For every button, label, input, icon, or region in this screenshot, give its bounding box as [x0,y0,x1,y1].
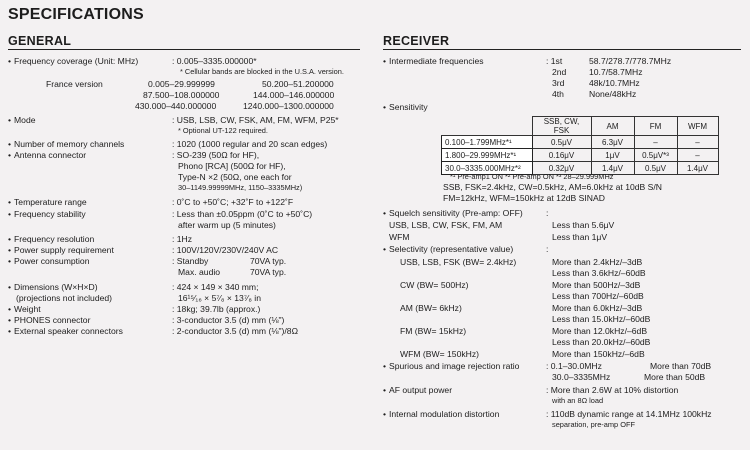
if-4th-value: None/48kHz [589,89,637,99]
france-row-2-a: 87.500–108.000000 [143,90,220,100]
sel-usb-line-1: More than 2.4kHz/–3dB [552,257,643,267]
power-req-label: • Power supply requirement [8,245,114,256]
sens-cell: 0.5μV [532,136,591,149]
sel-fm-line-1: More than 12.0kHz/–6dB [552,326,648,336]
weight-label: • Weight [8,304,41,315]
power-req-value: : 100V/120V/230V/240V AC [172,245,279,255]
temp-value: : 0˚C to +50˚C; +32˚F to +122˚F [172,197,294,207]
if-3rd-value: 48k/10.7MHz [589,78,640,88]
power-cons-max: Max. audio [178,267,221,277]
sens-cell: 6.3μV [591,136,634,149]
sens-note-3: FM=12kHz, WFM=150kHz at 12dB SINAD [443,193,605,203]
sel-cw-line-2: Less than 700Hz/–60dB [552,291,644,301]
general-rule [8,49,360,50]
squelch-value-1: Less than 5.6μV [552,220,615,230]
sens-cell: – [677,136,718,149]
receiver-heading: RECEIVER [383,34,450,48]
if-4th-label: 4th [552,89,564,99]
imd-line-1: : 110dB dynamic range at 14.1MHz 100kHz [546,409,712,419]
spurious-label: • Spurious and image rejection ratio [383,361,519,372]
if-3rd-label: 3rd [552,78,565,88]
freq-note: * Cellular bands are blocked in the U.S.A. version. [180,67,344,76]
france-row-2-b: 144.000–146.000000 [253,90,335,100]
resolution-label: • Frequency resolution [8,234,94,245]
power-cons-standby: : Standby [172,256,209,266]
dimensions-line-2: 16¹⁵⁄₁₆ × 5⁷⁄₈ × 13⁷⁄₈ in [178,293,262,303]
freq-label: • Frequency coverage (Unit: MHz) [8,56,138,67]
if-label: • Intermediate frequencies [383,56,484,67]
temp-label: • Temperature range [8,197,87,208]
memory-label: • Number of memory channels [8,139,124,150]
power-cons-standby-value: 70VA typ. [250,256,287,266]
sens-range: 1.800–29.999MHz*¹ [442,149,533,162]
mode-label: • Mode [8,115,36,126]
squelch-colon: : [546,208,549,218]
sens-header-ssb: SSB, CW, FSK [532,117,591,136]
sens-header-fm: FM [634,117,677,136]
mode-value: : USB, LSB, CW, FSK, AM, FM, WFM, P25* [172,115,339,125]
mode-note: * Optional UT-122 required. [178,126,268,135]
sel-mode-usb: USB, LSB, FSK (BW= 2.4kHz) [400,257,517,267]
sens-header-wfm: WFM [677,117,718,136]
sens-range: 30.0–3335.000MHz*² [442,162,533,175]
ext-speaker-label: • External speaker connectors [8,326,123,337]
dimensions-sub: (projections not included) [16,293,113,303]
sel-usb-line-2: Less than 3.6kHz/–60dB [552,268,646,278]
receiver-rule [383,49,741,50]
phones-value: : 3-conductor 3.5 (d) mm (⅛") [172,315,285,325]
sensitivity-label: • Sensitivity [383,102,428,113]
af-output-line-1: : More than 2.6W at 10% distortion [546,385,679,395]
power-cons-max-value: 70VA typ. [250,267,287,277]
weight-value: : 18kg; 39.7lb (approx.) [172,304,261,314]
spurious-range-2: 30.0–3335MHz [552,372,611,382]
stability-label: • Frequency stability [8,209,86,220]
sel-cw-line-1: More than 500Hz/–3dB [552,280,641,290]
spurious-range-1: : 0.1–30.0MHz [546,361,602,371]
sensitivity-table [441,116,719,175]
antenna-line-3: Type-N ×2 (50Ω, one each for [178,172,292,182]
sens-cell: 0.16μV [532,149,591,162]
sel-wfm-line-1: More than 150kHz/–6dB [552,349,645,359]
sens-range: 0.100–1.799MHz*¹ [442,136,533,149]
sel-mode-fm: FM (BW= 15kHz) [400,326,467,336]
squelch-mode-2: WFM [389,232,410,242]
af-output-line-2: with an 8Ω load [552,396,604,405]
if-2nd-value: 10.7/58.7MHz [589,67,643,77]
sens-note-2: SSB, FSK=2.4kHz, CW=0.5kHz, AM=6.0kHz at 10dB S/N [443,182,662,192]
if-1st-label: : 1st [546,56,563,66]
france-label: France version [46,79,103,89]
freq-value: : 0.005–3335.000000* [172,56,257,66]
sel-am-line-1: More than 6.0kHz/–3dB [552,303,643,313]
antenna-line-1: : SO-239 (50Ω for HF), [172,150,260,160]
page-title: SPECIFICATIONS [8,6,144,23]
sens-cell: 1.4μV [591,162,634,175]
selectivity-label: • Selectivity (representative value) [383,244,513,255]
sel-mode-cw: CW (BW= 500Hz) [400,280,469,290]
sel-mode-am: AM (BW= 6kHz) [400,303,462,313]
sensitivity-header-row [442,117,719,136]
ext-speaker-value: : 2-conductor 3.5 (d) mm (⅛")/8Ω [172,326,299,336]
af-output-label: • AF output power [383,385,452,396]
sel-mode-wfm: WFM (BW= 150kHz) [400,349,480,359]
resolution-value: : 1Hz [172,234,193,244]
dimensions-line-1: : 424 × 149 × 340 mm; [172,282,259,292]
spurious-value-2: More than 50dB [644,372,706,382]
sens-cell: – [634,136,677,149]
france-row-3-a: 430.000–440.000000 [135,101,217,111]
phones-label: • PHONES connector [8,315,90,326]
sensitivity-row [442,136,719,149]
antenna-line-2: Phono [RCA] (500Ω for HF), [178,161,286,171]
squelch-label: • Squelch sensitivity (Pre-amp: OFF) [383,208,523,219]
france-row-1-a: 0.005–29.999999 [148,79,215,89]
sens-cell: 1.4μV [677,162,718,175]
memory-value: : 1020 (1000 regular and 20 scan edges) [172,139,328,149]
sens-note-1: *¹ Pre-amp1 ON *² Pre-amp ON *³ 28–29.999MHz [450,172,614,181]
if-1st-value: 58.7/278.7/778.7MHz [589,56,672,66]
antenna-label: • Antenna connector [8,150,86,161]
sens-cell: 0.32μV [532,162,591,175]
sensitivity-row [442,149,719,162]
sens-header-am: AM [591,117,634,136]
france-row-1-b: 50.200–51.200000 [262,79,334,89]
antenna-line-4: 30–1149.99999MHz, 1150–3335MHz) [178,183,303,192]
stability-line-1: : Less than ±0.05ppm (0˚C to +50˚C) [172,209,313,219]
sens-cell: – [677,149,718,162]
sel-am-line-2: Less than 15.0kHz/–60dB [552,314,651,324]
sel-fm-line-2: Less than 20.0kHz/–60dB [552,337,651,347]
stability-line-2: after warm up (5 minutes) [178,220,276,230]
imd-label: • Internal modulation distortion [383,409,499,420]
power-cons-label: • Power consumption [8,256,90,267]
sens-cell: 1μV [591,149,634,162]
dimensions-label: • Dimensions (W×H×D) [8,282,98,293]
if-2nd-label: 2nd [552,67,567,77]
squelch-mode-1: USB, LSB, CW, FSK, FM, AM [389,220,503,230]
sens-cell: 0.5μV [634,162,677,175]
general-heading: GENERAL [8,34,72,48]
imd-line-2: separation, pre-amp OFF [552,420,635,429]
selectivity-colon: : [546,244,549,254]
france-row-3-b: 1240.000–1300.000000 [243,101,334,111]
squelch-value-2: Less than 1μV [552,232,608,242]
spurious-value-1: More than 70dB [650,361,712,371]
sens-cell: 0.5μV*³ [634,149,677,162]
